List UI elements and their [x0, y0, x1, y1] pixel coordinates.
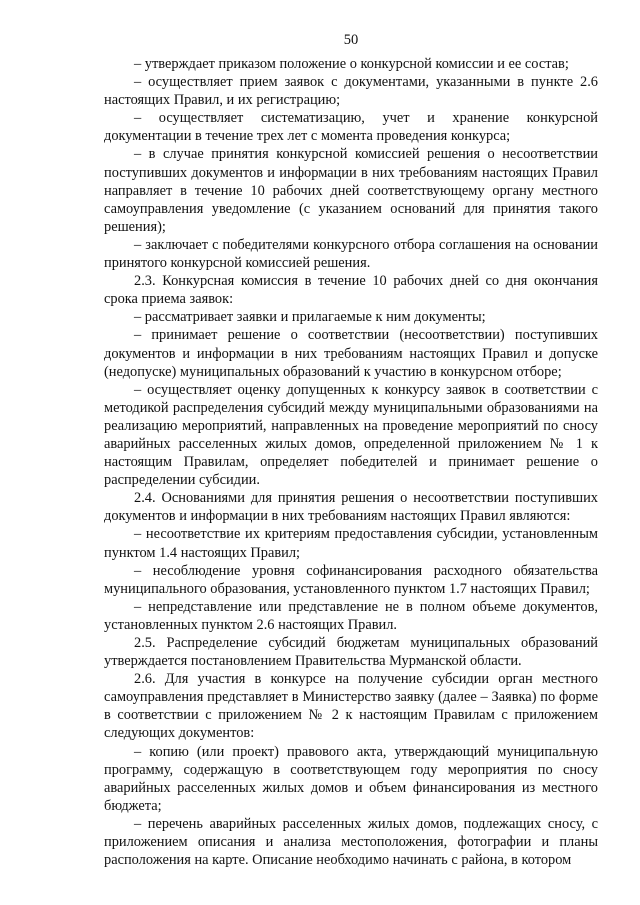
paragraph: – несоответствие их критериям предоставления субсидии, установленным пунктом 1.4 настоящих Правил;: [104, 526, 598, 561]
paragraph: – копию (или проект) правового акта, утверждающий муниципальную программу, содержащую в соответствующем году мероприятия по сносу аварийных расселенных жилых домов и объем финансирования из местного бюджета;: [104, 743, 598, 814]
paragraph: – непредставление или представление не в полном объеме документов, установленных пунктом 2.6 настоящих Правил.: [104, 598, 598, 633]
page-number: 50: [343, 32, 359, 48]
paragraph: – перечень аварийных расселенных жилых домов, подлежащих сносу, с приложением описания и анализа местоположения, фотографии и планы расположения на карте. Описание необходимо начинать с района, в котором: [104, 815, 598, 869]
paragraph: 2.4. Основаниями для принятия решения о несоответствии поступивших документов и информации в них требованиям настоящих Правил являются:: [104, 490, 598, 525]
document-body: [104, 55, 598, 869]
paragraph: – осуществляет систематизацию, учет и хранение конкурсной документации в течение трех лет с момента проведения конкурса;: [104, 110, 598, 145]
paragraph: 2.6. Для участия в конкурсе на получение субсидии орган местного самоуправления представляет в Министерство заявку (далее – Заявка) по форме в соответствии с приложением № 2 к настоящим Правилам с приложением следующих документов:: [104, 671, 598, 742]
paragraph: – осуществляет оценку допущенных к конкурсу заявок в соответствии с методикой распределения субсидий между муниципальными образованиями на реализацию мероприятий, направленных на проведение мероприятий по сносу аварийных расселенных жилых домов, определенной приложением № 1 к настоящим Правилам, определяет победителей и принимает решение о распределении субсидии.: [104, 381, 598, 489]
paragraph: – несоблюдение уровня софинансирования расходного обязательства муниципального образования, установленного пунктом 1.7 настоящих Правил;: [104, 562, 598, 597]
paragraph: 2.5. Распределение субсидий бюджетам муниципальных образований утверждается постановлением Правительства Мурманской области.: [104, 635, 598, 670]
paragraph: – в случае принятия конкурсной комиссией решения о несоответствии поступивших документов и информации в них требованиям настоящих Правил направляет в течение 10 рабочих дней соответствующему органу местного самоуправления уведомление (с указанием оснований для принятия такого решения);: [104, 146, 598, 235]
paragraph: 2.3. Конкурсная комиссия в течение 10 рабочих дней со дня окончания срока приема заявок:: [104, 273, 598, 308]
paragraph: – осуществляет прием заявок с документами, указанными в пункте 2.6 настоящих Правил, и их регистрацию;: [104, 74, 598, 109]
paragraph: – рассматривает заявки и прилагаемые к ним документы;: [134, 309, 486, 326]
paragraph: – утверждает приказом положение о конкурсной комиссии и ее состав;: [134, 56, 569, 72]
paragraph: – принимает решение о соответствии (несоответствии) поступивших документов и информации в них требованиям настоящих Правил и допуске (недопуске) муниципальных образований к участию в конкурсном отборе;: [104, 327, 598, 380]
paragraph: – заключает с победителями конкурсного отбора соглашения на основании принятого конкурсной комиссией решения.: [104, 236, 598, 272]
